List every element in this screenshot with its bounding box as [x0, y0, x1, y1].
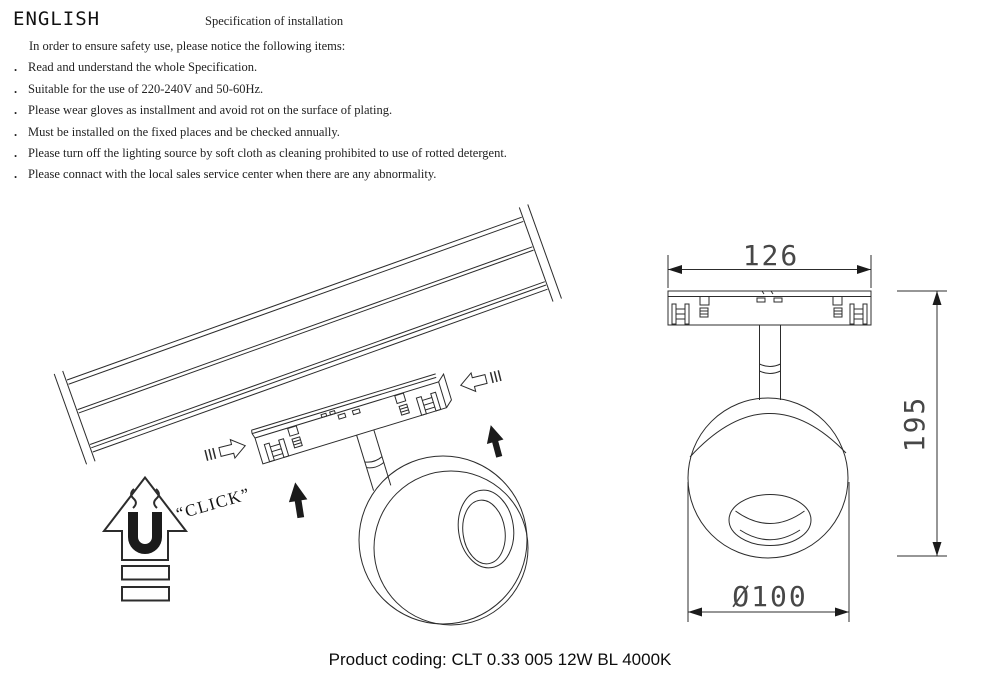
safety-item-text: Please turn off the lighting source by soft cloth as cleaning prohibited to use of rotted detergent.	[28, 146, 507, 161]
dim-height-label: 195	[898, 395, 931, 453]
safety-item-text: Must be installed on the fixed places and be checked annually.	[28, 124, 340, 139]
dim-width-label: 126	[742, 239, 800, 272]
dimension-diameter	[688, 482, 849, 622]
magnet-arrow-icon	[104, 478, 186, 601]
bullet-marker: .	[14, 146, 18, 161]
lamp-head-front-view	[688, 398, 848, 558]
safety-intro: In order to ensure safety use, please notice the following items:	[29, 39, 346, 53]
page-title: Specification of installation	[205, 14, 344, 28]
bullet-marker: .	[14, 124, 18, 139]
insert-arrow-up-right	[482, 423, 507, 459]
adapter-front-view	[668, 291, 871, 400]
safety-item-text: Read and understand the whole Specification.	[28, 60, 258, 75]
magnet-icon	[128, 512, 162, 554]
bullet-marker: .	[14, 167, 18, 182]
dim-diameter-label: Ø100	[732, 580, 808, 613]
safety-item-text: Please wear gloves as installment and avoid rot on the surface of plating.	[28, 103, 393, 118]
lamp-head	[359, 456, 528, 625]
fixture-adapter	[251, 372, 470, 520]
language-label: ENGLISH	[13, 8, 101, 30]
bullet-marker: .	[14, 103, 18, 118]
dimension-height	[897, 291, 947, 556]
dimension-width	[668, 239, 871, 288]
click-label: “CLICK”	[174, 484, 253, 524]
safety-item-text: Please connact with the local sales service center when there are any abnormality.	[28, 167, 437, 182]
safety-item-text: Suitable for the use of 220-240V and 50-60Hz.	[28, 81, 264, 96]
slide-arrow-left	[458, 366, 501, 394]
track-rail	[54, 204, 561, 468]
bullet-marker: .	[14, 60, 18, 75]
insert-arrow-up-left	[286, 481, 310, 519]
product-coding: Product coding: CLT 0.33 005 12W BL 4000K	[328, 650, 672, 669]
slide-arrow-right	[204, 436, 247, 464]
bullet-marker: .	[14, 81, 18, 96]
